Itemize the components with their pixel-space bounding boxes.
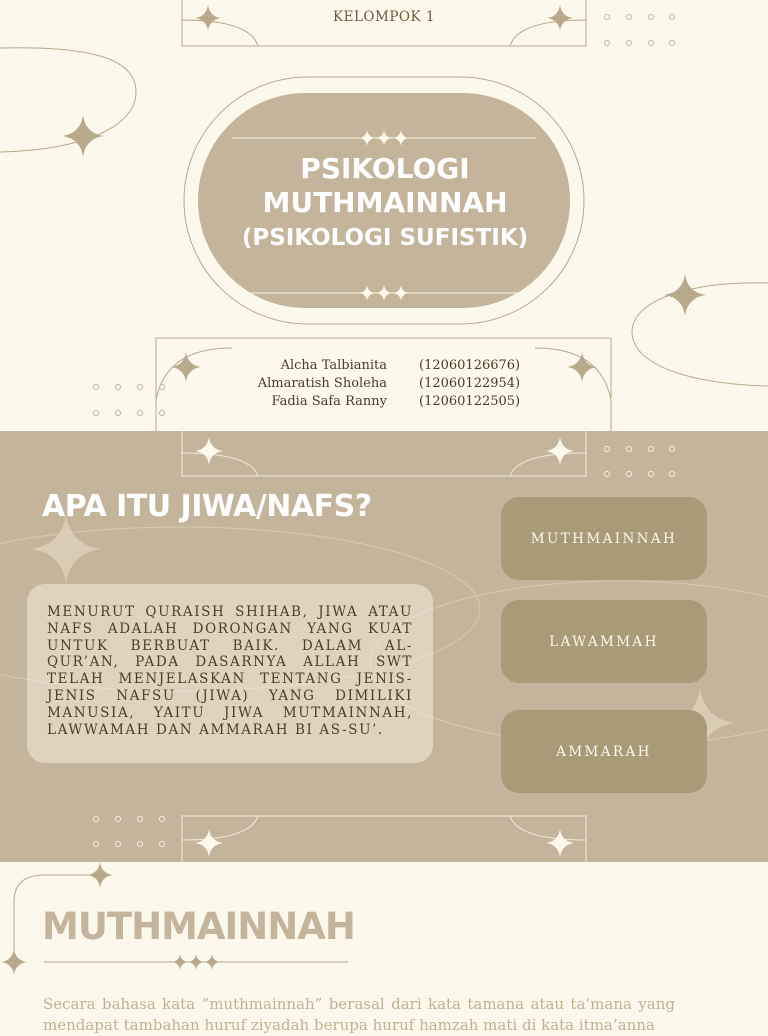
member-nim: (12060126676) <box>419 358 521 373</box>
title-line-1: PSIKOLOGI <box>300 152 470 185</box>
title-subtitle: (PSIKOLOGI SUFISTIK) <box>241 225 529 251</box>
ammarah-button[interactable]: AMMARAH <box>501 710 707 793</box>
lawammah-button[interactable]: LAWAMMAH <box>501 600 707 683</box>
member-name: Almaratish Sholeha <box>257 376 387 391</box>
muthmainnah-button[interactable]: MUTHMAINNAH <box>501 497 707 580</box>
section-heading: APA ITU JIWA/NAFS? <box>42 489 372 524</box>
group-label: KELOMPOK 1 <box>333 9 435 25</box>
member-name: Fadia Safa Ranny <box>271 394 387 409</box>
member-nim: (12060122954) <box>419 376 521 391</box>
muthmainnah-slide <box>0 862 768 1034</box>
paragraph-text: Secara bahasa kata “muthmainnah” berasal dari kata tamana atau ta’mana yang mendapat tambahan huruf ziyadah berupa huruf hamzah mati di kata itma’anna <box>43 995 675 1034</box>
title-line-2: MUTHMAINNAH <box>262 186 508 219</box>
definition-slide <box>0 431 768 862</box>
definition-text: MENURUT QURAISH SHIHAB, JIWA ATAU NAFS ADALAH DORONGAN YANG KUAT UNTUK BERBUAT BAIK. DALAM AL-QUR’AN, PADA DASARNYA ALLAH SWT TELAH MENJELASKAN TENTANG JENIS-JENIS NAFSU (JIWA) YANG DIMILIKI MANUSIA, YAITU JIWA MUTMAINNAH, LAWWAMAH DAN AMMARAH BI AS-SU’. <box>47 604 413 738</box>
member-name: Alcha Talbianita <box>280 358 387 373</box>
presentation-title <box>200 152 570 254</box>
member-nim: (12060122505) <box>419 394 521 409</box>
title-slide <box>0 0 768 431</box>
section-heading: MUTHMAINNAH <box>42 905 355 948</box>
